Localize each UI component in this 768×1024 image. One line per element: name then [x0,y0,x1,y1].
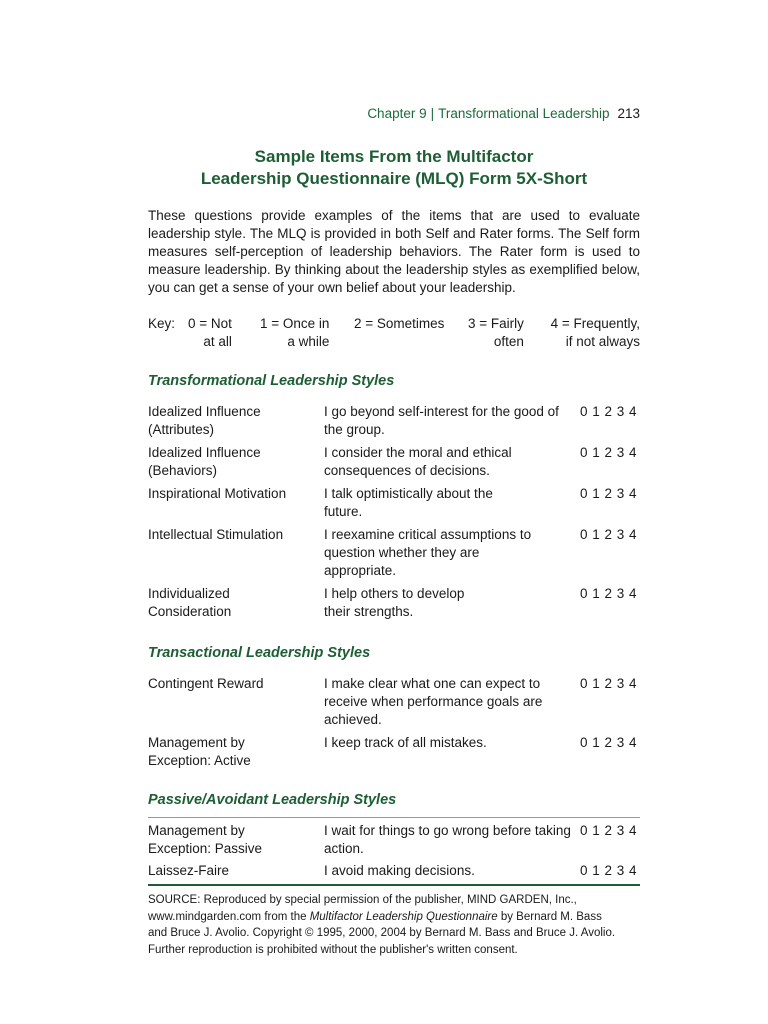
row-category: Intellectual Stimulation [148,527,284,542]
row-item: I avoid making decisions. [324,863,475,878]
intro-paragraph: These questions provide examples of the items that are used to evaluate leadership style. The MLQ is provided in both Self and Rater forms. The Self form measures self-perception of leadership behaviors. The Rater form is used to measure leadership. By thinking about the leadership styles as exemplified below, you can get a sense of your own belief about your leadership. [148,208,640,295]
row-item: I wait for things to go wrong before taking action. [324,823,571,856]
row-category: Management by Exception: Passive [148,823,263,856]
row-item: I keep track of all mistakes. [324,735,487,750]
key-item-1 [260,315,329,351]
title-line-2: Leadership Questionnaire (MLQ) Form 5X-Short [200,169,588,188]
key-item-0-line2: at all [203,334,232,349]
key-item-1-line1: 1 = Once in [260,316,330,331]
source-text-rest: by Bernard M. Bass and Bruce J. Avolio. Copyright © 1995, 2000, 2004 by Bernard M. Bass and Bruce J. Avolio. Further reproduction is prohibited without the publisher's written consent. [148,910,616,956]
page-title [148,146,640,190]
row-item: I go beyond self-interest for the good of the group. [324,404,559,437]
key-item-4 [551,315,640,351]
rating-key [148,315,640,355]
row-category: Laissez-Faire [148,863,230,878]
row-category: Idealized Influence (Behaviors) [148,445,261,478]
row-category: Individualized Consideration [148,586,232,619]
key-item-0 [188,315,232,351]
key-item-3 [468,315,524,351]
chapter-label: Chapter 9 [367,106,427,121]
row-item: I reexamine critical assumptions to question whether they are appropriate. [324,527,532,578]
chapter-title: Transformational Leadership [438,106,610,121]
row-category: Contingent Reward [148,676,264,691]
row-scale: 0 1 2 3 4 [580,676,638,691]
row-item: I help others to develop their strengths. [324,586,465,619]
row-category: Idealized Influence (Attributes) [148,404,261,437]
key-item-3-line1: 3 = Fairly [468,316,524,331]
source-text-lead: SOURCE: Reproduced by special permission of the publisher, MIND GARDEN, Inc., www.mindgarden.com from the [148,894,577,923]
row-category: Management by Exception: Active [148,735,251,768]
section-title-transactional: Transactional Leadership Styles [148,645,371,661]
title-line-1: Sample Items From the Multifactor [254,147,534,166]
row-scale: 0 1 2 3 4 [580,486,638,501]
table-bottom-rule [148,884,640,886]
row-category: Inspirational Motivation [148,486,287,501]
key-item-2-line1: 2 = Sometimes [354,316,445,331]
row-scale: 0 1 2 3 4 [580,735,638,750]
row-scale: 0 1 2 3 4 [580,445,638,460]
table-top-rule [148,817,640,818]
section-title-transformational: Transformational Leadership Styles [148,373,395,389]
key-item-0-line1: 0 = Not [188,316,232,331]
row-scale: 0 1 2 3 4 [580,404,638,419]
row-scale: 0 1 2 3 4 [580,586,638,601]
key-item-4-line2: if not always [565,334,640,349]
key-item-1-line2: a while [287,334,330,349]
key-label: Key: [148,316,176,331]
key-item-2 [354,315,444,333]
row-scale: 0 1 2 3 4 [580,863,638,878]
key-item-3-line2: often [493,334,524,349]
running-head [367,106,640,121]
source-questionnaire-title: Multifactor Leadership Questionnaire [309,910,498,923]
key-item-4-line1: 4 = Frequently, [550,316,640,331]
row-item: I consider the moral and ethical consequences of decisions. [324,445,512,478]
source-note [148,892,618,958]
section-title-passive-avoidant: Passive/Avoidant Leadership Styles [148,792,397,808]
row-item: I talk optimistically about the future. [324,486,493,519]
row-item: I make clear what one can expect to receive when performance goals are achieved. [324,676,543,727]
row-scale: 0 1 2 3 4 [580,823,638,838]
running-head-separator: | [430,106,435,121]
page-number: 213 [617,106,640,121]
row-scale: 0 1 2 3 4 [580,527,638,542]
